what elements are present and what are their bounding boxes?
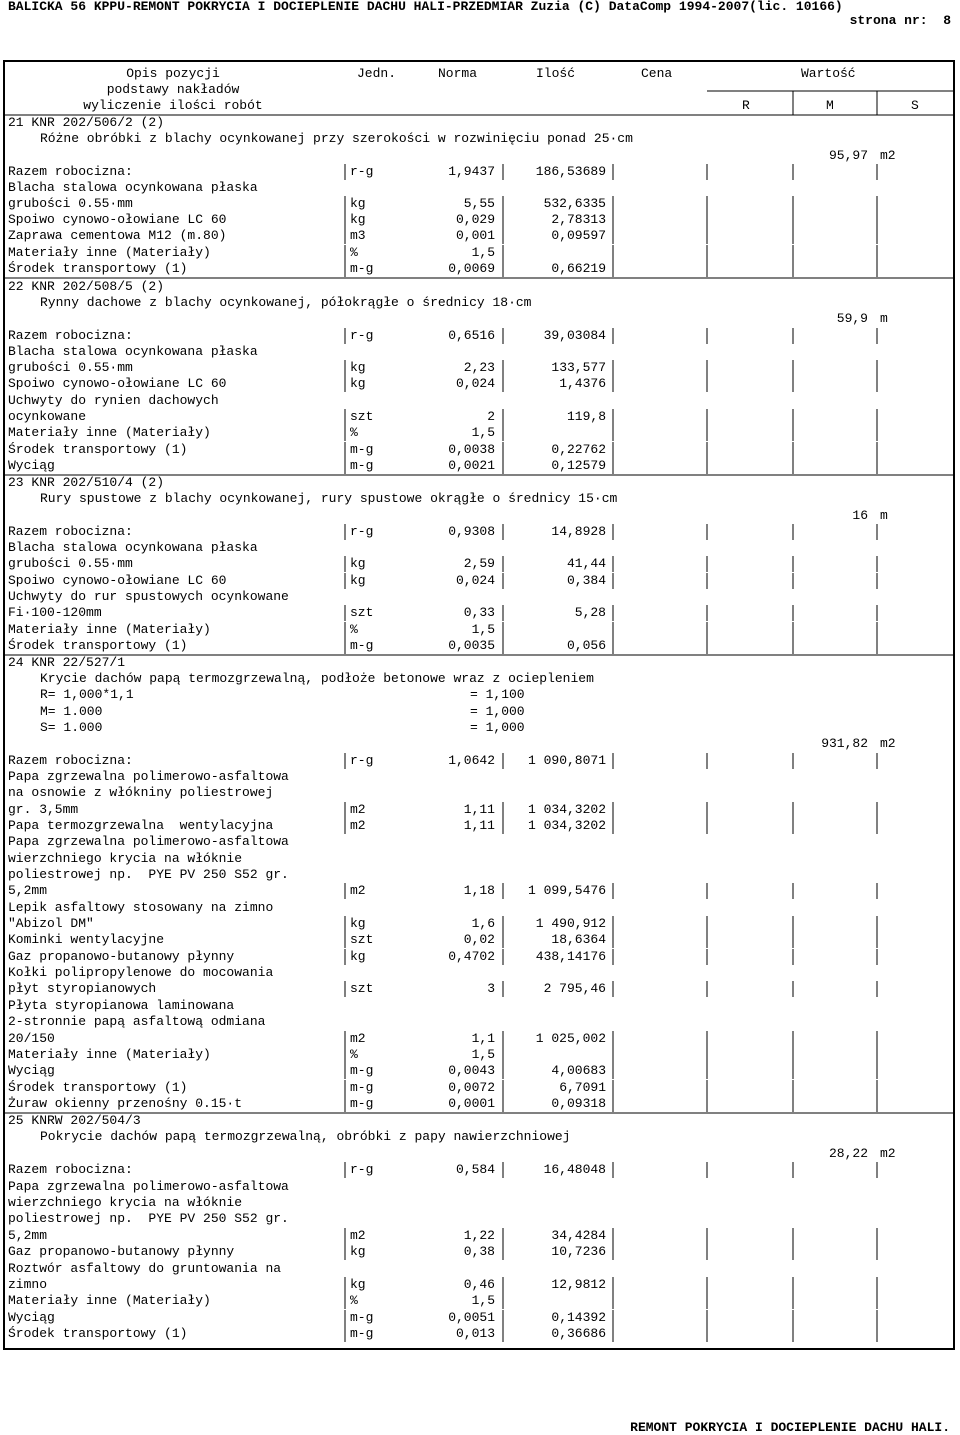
item-unit: m-g	[350, 1326, 374, 1341]
item-ilosc: 16,48048	[543, 1162, 606, 1177]
col-header-cena: Cena	[641, 66, 673, 81]
position-description: Pokrycie dachów papą termozgrzewalną, obróbki z papy nawierzchniowej	[40, 1129, 571, 1144]
col-header-jedn: Jedn.	[357, 66, 397, 81]
item-unit: kg	[350, 1244, 366, 1259]
item-name: Płyta styropianowa laminowana	[8, 998, 235, 1013]
item-norma: 1,22	[463, 1228, 495, 1243]
item-ilosc: 438,14176	[535, 949, 606, 964]
item-name: Materiały inne (Materiały)	[8, 245, 211, 260]
position-number: 23 KNR 202/510/4 (2)	[8, 475, 165, 490]
item-unit: kg	[350, 212, 366, 227]
item-norma: 1,11	[463, 818, 495, 833]
item-name: grubości 0.55·mm	[8, 556, 133, 571]
position-unit: m2	[880, 1146, 896, 1161]
item-ilosc: 2,78313	[551, 212, 606, 227]
position-number: 25 KNRW 202/504/3	[8, 1113, 141, 1128]
item-unit: m-g	[350, 1096, 374, 1111]
item-unit: kg	[350, 949, 366, 964]
item-name: grubości 0.55·mm	[8, 196, 133, 211]
position-description: Rynny dachowe z blachy ocynkowanej, półokrągłe o średnicy 18·cm	[40, 295, 532, 310]
item-name: na osnowie z włókniny poliestrowej	[8, 785, 274, 800]
item-norma: 0,0038	[448, 442, 495, 457]
item-unit: szt	[350, 605, 374, 620]
item-name: Razem robocizna:	[8, 164, 133, 179]
position-quantity: 16	[852, 508, 868, 523]
position-description: Rury spustowe z blachy ocynkowanej, rury spustowe okrągłe o średnicy 15·cm	[40, 491, 618, 506]
item-norma: 1,5	[471, 1047, 495, 1062]
item-ilosc: 10,7236	[551, 1244, 606, 1259]
item-name: Gaz propanowo-butanowy płynny	[8, 949, 235, 964]
item-ilosc: 6,7091	[559, 1080, 606, 1095]
calculation-expression: S= 1.000	[40, 720, 103, 735]
item-unit: m2	[350, 883, 366, 898]
item-norma: 0,46	[463, 1277, 495, 1292]
item-norma: 0,0035	[448, 638, 495, 653]
item-name: Razem robocizna:	[8, 753, 133, 768]
item-norma: 0,0072	[448, 1080, 495, 1095]
item-name: Uchwyty do rynien dachowych	[8, 393, 219, 408]
position-unit: m2	[880, 736, 896, 751]
position-quantity: 931,82	[821, 736, 868, 751]
item-unit: m2	[350, 1031, 366, 1046]
item-norma: 1,5	[471, 622, 495, 637]
item-norma: 1,18	[463, 883, 495, 898]
item-unit: m-g	[350, 1080, 374, 1095]
item-name: płyt styropianowych	[8, 981, 157, 996]
item-norma: 1,6	[471, 916, 495, 931]
item-ilosc: 1 025,002	[535, 1031, 606, 1046]
item-unit: %	[350, 622, 358, 637]
item-name: Razem robocizna:	[8, 524, 133, 539]
col-header-norma: Norma	[438, 66, 478, 81]
item-unit: %	[350, 1293, 358, 1308]
item-unit: szt	[350, 409, 374, 424]
item-name: Spoiwo cynowo-ołowiane LC 60	[8, 376, 227, 391]
item-name: Środek transportowy (1)	[8, 1080, 188, 1095]
item-ilosc: 0,384	[566, 573, 606, 588]
item-name: Papa zgrzewalna polimerowo-asfaltowa	[8, 769, 289, 784]
item-norma: 1,5	[471, 425, 495, 440]
item-unit: kg	[350, 1277, 366, 1292]
col-header-wyliczenie: wyliczenie ilości robót	[83, 98, 263, 113]
item-unit: kg	[350, 376, 366, 391]
item-name: Wyciąg	[8, 458, 55, 473]
item-ilosc: 133,577	[551, 360, 606, 375]
item-ilosc: 18,6364	[551, 932, 606, 947]
item-name: 5,2mm	[8, 1228, 48, 1243]
item-name: wierzchniego krycia na włóknie	[8, 1195, 243, 1210]
item-name: Kołki polipropylenowe do mocowania	[8, 965, 274, 980]
item-name: Kominki wentylacyjne	[8, 932, 165, 947]
document-title: BALICKA 56 KPPU-REMONT POKRYCIA I DOCIEPLENIE DACHU HALI-PRZEDMIAR Zuzia (C) DataComp 1994-2007(lic. 10166)	[8, 0, 843, 14]
item-norma: 0,0069	[448, 261, 495, 276]
item-norma: 0,02	[463, 932, 495, 947]
item-unit: m-g	[350, 638, 374, 653]
item-name: poliestrowej np. PYE PV 250 S52 gr.	[8, 867, 289, 882]
item-name: Materiały inne (Materiały)	[8, 622, 211, 637]
col-header-ilosc: Ilość	[536, 66, 576, 81]
position-number: 24 KNR 22/527/1	[8, 655, 126, 670]
page-label: strona nr:	[849, 13, 928, 28]
footer-title: REMONT POKRYCIA I DOCIEPLENIE DACHU HALI.	[630, 1420, 950, 1435]
item-unit: m-g	[350, 458, 374, 473]
item-ilosc: 0,12579	[551, 458, 606, 473]
position-description: Różne obróbki z blachy ocynkowanej przy szerokości w rozwinięciu ponad 25·cm	[40, 131, 633, 146]
item-norma: 1,9437	[448, 164, 495, 179]
item-norma: 1,5	[471, 1293, 495, 1308]
item-norma: 0,0043	[448, 1063, 495, 1078]
col-header-s: S	[911, 98, 919, 113]
position-quantity: 95,97	[828, 148, 868, 163]
item-unit: %	[350, 1047, 358, 1062]
item-name: Razem robocizna:	[8, 1162, 133, 1177]
item-unit: szt	[350, 981, 374, 996]
item-name: Razem robocizna:	[8, 328, 133, 343]
item-unit: r-g	[350, 524, 374, 539]
position-number: 22 KNR 202/508/5 (2)	[8, 279, 165, 294]
item-ilosc: 12,9812	[551, 1277, 606, 1292]
item-unit: m-g	[350, 442, 374, 457]
item-unit: %	[350, 245, 358, 260]
item-ilosc: 1 099,5476	[527, 883, 606, 898]
item-name: zimno	[8, 1277, 48, 1292]
item-name: "Abizol DM"	[8, 916, 94, 931]
item-unit: m2	[350, 818, 366, 833]
item-norma: 0,0051	[448, 1310, 495, 1325]
col-header-opis: Opis pozycji	[126, 66, 220, 81]
item-ilosc: 1 090,8071	[527, 753, 606, 768]
position-quantity: 28,22	[828, 1146, 868, 1161]
item-name: Zaprawa cementowa M12 (m.80)	[8, 228, 227, 243]
item-ilosc: 34,4284	[551, 1228, 606, 1243]
item-name: Spoiwo cynowo-ołowiane LC 60	[8, 212, 227, 227]
item-ilosc: 119,8	[566, 409, 606, 424]
item-unit: kg	[350, 916, 366, 931]
item-ilosc: 41,44	[566, 556, 606, 571]
item-norma: 3	[487, 981, 495, 996]
item-unit: szt	[350, 932, 374, 947]
item-norma: 0,024	[455, 573, 495, 588]
calculation-result: = 1,000	[470, 720, 525, 735]
item-name: Blacha stalowa ocynkowana płaska	[8, 344, 258, 359]
item-ilosc: 4,00683	[551, 1063, 606, 1078]
item-unit: m-g	[350, 261, 374, 276]
item-name: Lepik asfaltowy stosowany na zimno	[8, 900, 274, 915]
item-norma: 1,11	[463, 802, 495, 817]
col-header-wartosc: Wartość	[801, 66, 856, 81]
item-norma: 1,5	[471, 245, 495, 260]
item-norma: 0,013	[455, 1326, 495, 1341]
item-name: Papa zgrzewalna polimerowo-asfaltowa	[8, 1179, 289, 1194]
item-norma: 1,0642	[448, 753, 495, 768]
item-unit: kg	[350, 556, 366, 571]
calculation-result: = 1,100	[470, 687, 525, 702]
item-ilosc: 39,03084	[543, 328, 606, 343]
item-unit: m2	[350, 802, 366, 817]
item-ilosc: 5,28	[574, 605, 606, 620]
item-unit: m3	[350, 228, 366, 243]
item-ilosc: 1,4376	[559, 376, 606, 391]
item-name: Blacha stalowa ocynkowana płaska	[8, 540, 258, 555]
item-unit: m-g	[350, 1310, 374, 1325]
item-unit: r-g	[350, 328, 374, 343]
item-name: Papa termozgrzewalna wentylacyjna	[8, 818, 274, 833]
col-header-m: M	[826, 98, 834, 113]
item-norma: 0,4702	[448, 949, 495, 964]
item-ilosc: 1 034,3202	[527, 802, 606, 817]
item-unit: m2	[350, 1228, 366, 1243]
item-ilosc: 186,53689	[535, 164, 606, 179]
col-header-r: R	[742, 98, 750, 113]
item-norma: 0,9308	[448, 524, 495, 539]
item-ilosc: 0,22762	[551, 442, 606, 457]
item-name: Spoiwo cynowo-ołowiane LC 60	[8, 573, 227, 588]
item-unit: kg	[350, 360, 366, 375]
item-name: wierzchniego krycia na włóknie	[8, 851, 243, 866]
position-unit: m2	[880, 148, 896, 163]
item-ilosc: 14,8928	[551, 524, 606, 539]
position-unit: m	[880, 311, 888, 326]
item-name: Materiały inne (Materiały)	[8, 425, 211, 440]
item-name: Wyciąg	[8, 1063, 55, 1078]
item-name: Blacha stalowa ocynkowana płaska	[8, 180, 258, 195]
item-unit: r-g	[350, 753, 374, 768]
item-norma: 2,23	[463, 360, 495, 375]
item-name: Roztwór asfaltowy do gruntowania na	[8, 1261, 282, 1276]
item-ilosc: 1 490,912	[535, 916, 606, 931]
item-name: Żuraw okienny przenośny 0.15·t	[8, 1096, 243, 1111]
item-unit: kg	[350, 573, 366, 588]
item-unit: %	[350, 425, 358, 440]
item-norma: 0,38	[463, 1244, 495, 1259]
page-number-value: 8	[943, 13, 951, 28]
item-norma: 0,33	[463, 605, 495, 620]
item-name: poliestrowej np. PYE PV 250 S52 gr.	[8, 1211, 289, 1226]
calculation-expression: M= 1.000	[40, 704, 103, 719]
item-norma: 0,024	[455, 376, 495, 391]
item-norma: 1,1	[471, 1031, 495, 1046]
item-norma: 0,0021	[448, 458, 495, 473]
item-norma: 0,001	[455, 228, 495, 243]
item-name: grubości 0.55·mm	[8, 360, 133, 375]
item-norma: 5,55	[463, 196, 495, 211]
item-unit: r-g	[350, 164, 374, 179]
item-name: ocynkowane	[8, 409, 87, 424]
position-number: 21 KNR 202/506/2 (2)	[8, 115, 165, 130]
item-ilosc: 0,36686	[551, 1326, 606, 1341]
item-norma: 0,6516	[448, 328, 495, 343]
item-name: 5,2mm	[8, 883, 48, 898]
item-name: Środek transportowy (1)	[8, 261, 188, 276]
item-name: Środek transportowy (1)	[8, 638, 188, 653]
item-name: 20/150	[8, 1031, 55, 1046]
calculation-result: = 1,000	[470, 704, 525, 719]
col-header-podstawy: podstawy nakładów	[106, 82, 240, 97]
item-ilosc: 2 795,46	[543, 981, 606, 996]
item-name: Środek transportowy (1)	[8, 1326, 188, 1341]
item-ilosc: 0,09318	[551, 1096, 606, 1111]
item-norma: 2,59	[463, 556, 495, 571]
item-ilosc: 1 034,3202	[527, 818, 606, 833]
item-norma: 0,584	[455, 1162, 495, 1177]
item-unit: m-g	[350, 1063, 374, 1078]
item-norma: 0,0001	[448, 1096, 495, 1111]
item-norma: 0,029	[455, 212, 495, 227]
item-norma: 2	[487, 409, 495, 424]
item-name: 2-stronnie papą asfaltową odmiana	[8, 1014, 266, 1029]
item-ilosc: 0,09597	[551, 228, 606, 243]
item-name: Materiały inne (Materiały)	[8, 1293, 211, 1308]
item-name: Środek transportowy (1)	[8, 442, 188, 457]
item-name: Uchwyty do rur spustowych ocynkowane	[8, 589, 289, 604]
position-quantity: 59,9	[836, 311, 868, 326]
position-unit: m	[880, 508, 888, 523]
item-name: Materiały inne (Materiały)	[8, 1047, 211, 1062]
item-name: Gaz propanowo-butanowy płynny	[8, 1244, 235, 1259]
calculation-expression: R= 1,000*1,1	[40, 687, 134, 702]
item-name: Papa zgrzewalna polimerowo-asfaltowa	[8, 834, 289, 849]
item-ilosc: 532,6335	[543, 196, 606, 211]
item-name: Fi·100-120mm	[8, 605, 102, 620]
item-ilosc: 0,14392	[551, 1310, 606, 1325]
item-unit: r-g	[350, 1162, 374, 1177]
item-name: Wyciąg	[8, 1310, 55, 1325]
item-name: gr. 3,5mm	[8, 802, 79, 817]
item-unit: kg	[350, 196, 366, 211]
item-ilosc: 0,056	[566, 638, 606, 653]
position-description: Krycie dachów papą termozgrzewalną, podłoże betonowe wraz z ociepleniem	[40, 671, 594, 686]
item-ilosc: 0,66219	[551, 261, 606, 276]
